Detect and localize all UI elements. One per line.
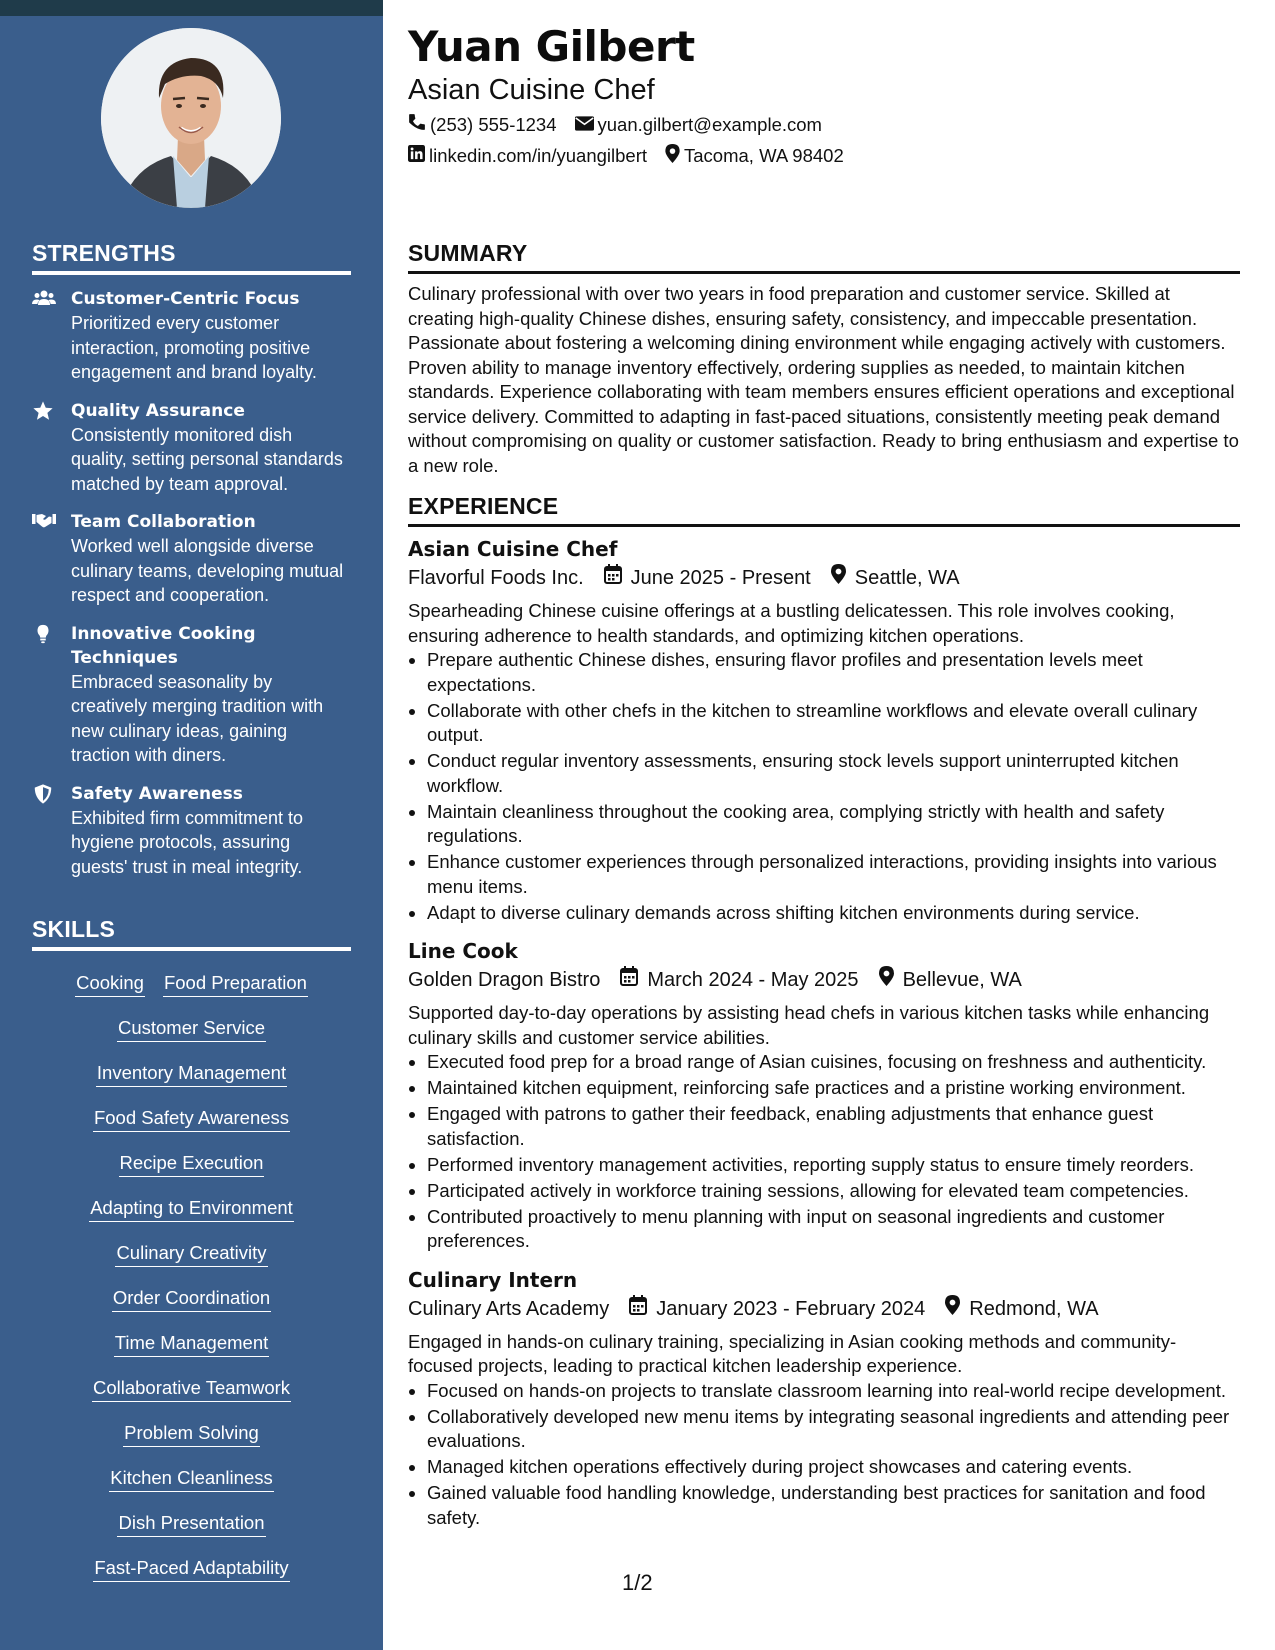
phone-icon: [408, 113, 430, 136]
strength-title: Team Collaboration: [71, 512, 256, 532]
job-description: Engaged in hands-on culinary training, specializing in Asian cooking methods and community-focused projects, leading to practical kitchen leadership experience.: [408, 1330, 1177, 1376]
job-title: Line Cook: [408, 939, 518, 963]
skill-tag: Collaborative Teamwork: [92, 1376, 291, 1402]
strength-title: Innovative Cooking Techniques: [71, 623, 256, 668]
map-pin-icon: [879, 965, 903, 995]
job-bullet: • Maintained kitchen equipment, reinforcing safe practices and a pristine working environment.: [427, 1076, 1240, 1101]
job-bullets: [408, 648, 1240, 925]
skill-tag: Dish Presentation: [117, 1511, 265, 1537]
candidate-name: Yuan Gilbert: [408, 22, 695, 71]
strength-text: Consistently monitored dish quality, setting personal standards matched by team approval.: [71, 424, 343, 494]
location-contact: [665, 144, 844, 168]
skill-tag: Order Coordination: [112, 1286, 271, 1312]
skill-tag: Recipe Execution: [119, 1151, 265, 1177]
calendar-icon: [620, 965, 647, 995]
job-bullet: • Gained valuable food handling knowledge, understanding best practices for sanitation and food safety.: [427, 1481, 1240, 1530]
job-location: Bellevue, WA: [902, 969, 1022, 991]
job-dates: June 2025 - Present: [630, 567, 811, 589]
page-number: 1/2: [622, 1570, 653, 1595]
shield-icon: [32, 783, 56, 805]
job-bullet: • Managed kitchen operations effectively during project showcases and catering events.: [427, 1455, 1240, 1480]
skills-list: [32, 961, 351, 1591]
strength-item: [32, 782, 351, 880]
job-description: Supported day-to-day operations by assisting head chefs in various kitchen tasks while enhancing culinary skills and customer service abilities.: [408, 1002, 1210, 1048]
calendar-icon: [604, 563, 631, 593]
handshake-icon: [32, 511, 56, 533]
job-bullet: • Participated actively in workforce training sessions, allowing for elevated team competencies.: [427, 1179, 1240, 1204]
job-bullets: [408, 1379, 1240, 1531]
strength-text: Worked well alongside diverse culinary teams, developing mutual respect and cooperation.: [71, 536, 344, 605]
skill-tag: Inventory Management: [96, 1061, 287, 1087]
job-title: Asian Cuisine Chef: [408, 537, 618, 561]
skill-tag: Adapting to Environment: [89, 1196, 294, 1222]
skill-tag: Culinary Creativity: [115, 1241, 267, 1267]
skill-tag: Food Safety Awareness: [93, 1106, 290, 1132]
skill-tag: Time Management: [114, 1331, 270, 1357]
job-bullet: • Performed inventory management activities, reporting supply status to ensure timely reorders.: [427, 1153, 1240, 1178]
skills-section: [32, 916, 351, 1591]
strength-item: [32, 510, 351, 608]
job-bullet: • Collaboratively developed new menu items by integrating seasonal ingredients and attending peer evaluations.: [427, 1405, 1240, 1454]
job-bullet: • Adapt to diverse culinary demands across shifting kitchen environments during service.: [427, 901, 1240, 926]
job-bullets: [408, 1050, 1240, 1254]
job-meta: [408, 965, 1240, 995]
job-bullet: • Collaborate with other chefs in the kitchen to streamline workflows and elevate overall culinary output.: [427, 699, 1240, 748]
location-text: Tacoma, WA 98402: [684, 145, 844, 166]
job-meta: [408, 1294, 1240, 1324]
candidate-title: Asian Cuisine Chef: [408, 74, 655, 106]
experience-section: [408, 493, 1240, 1532]
strength-item: [32, 399, 351, 497]
skill-tag: Customer Service: [117, 1016, 266, 1042]
email-contact: [575, 114, 822, 136]
map-pin-icon: [831, 563, 855, 593]
job-title: Culinary Intern: [408, 1267, 578, 1292]
summary-text: Culinary professional with over two years in food preparation and customer service. Skilled at creating high-quality Chinese dishes, ensuring safety, consistency, and impeccable presentation. Passionate about fostering a welcoming dining environment while engaging actively with customers. Proven ability to manage inventory effectively, ordering supplies as needed, to maintain kitchen standards. Experience collaborating with team members ensures efficient operations and exceptional service delivery. Committed to adapting in fast-paced situations, consistently meeting peak demand without compromising on quality or customer satisfaction. Ready to bring enthusiasm and expertise to a new role.: [408, 283, 1239, 476]
job-entry: [408, 535, 1240, 925]
skill-tag: Fast-Paced Adaptability: [93, 1556, 289, 1582]
strength-text: Exhibited firm commitment to hygiene protocols, assuring guests' trust in meal integrity.: [71, 807, 304, 877]
linkedin-icon: [408, 145, 429, 167]
job-location: Seattle, WA: [854, 567, 960, 589]
skill-tag: Problem Solving: [123, 1421, 260, 1447]
summary-section: [408, 240, 1240, 478]
job-entry: [408, 1266, 1240, 1531]
summary-heading: SUMMARY: [408, 240, 1240, 274]
job-bullet: • Focused on hands-on projects to translate classroom learning into real-world recipe development.: [427, 1379, 1240, 1404]
strength-text: Embraced seasonality by creatively merging tradition with new culinary ideas, gaining traction with diners.: [71, 671, 324, 765]
job-bullet: • Conduct regular inventory assessments, ensuring stock levels support uninterrupted kitchen workflow.: [427, 749, 1240, 798]
sidebar: [0, 0, 383, 1650]
map-pin-icon: [945, 1294, 969, 1324]
company-name: Culinary Arts Academy: [408, 1297, 610, 1320]
star-icon: [32, 400, 56, 422]
strengths-heading: STRENGTHS: [32, 240, 351, 275]
strength-title: Quality Assurance: [71, 400, 245, 421]
job-bullet: • Enhance customer experiences through personalized interactions, providing insights into various menu items.: [427, 850, 1240, 899]
lightbulb-icon: [32, 623, 56, 645]
job-entry: [408, 937, 1240, 1254]
profile-photo: [101, 28, 281, 208]
job-bullet: • Maintain cleanliness throughout the cooking area, complying strictly with health and safety regulations.: [427, 800, 1240, 849]
linkedin-contact: [408, 145, 647, 167]
strength-text: Prioritized every customer interaction, promoting positive engagement and brand loyalty.: [71, 313, 317, 382]
job-bullet: • Prepare authentic Chinese dishes, ensuring flavor profiles and presentation levels meet expectations.: [427, 648, 1240, 697]
strength-title: Customer-Centric Focus: [71, 289, 300, 309]
job-meta: [408, 563, 1240, 593]
phone-contact: [408, 113, 557, 136]
job-description: Spearheading Chinese cuisine offerings at a bustling delicatessen. This role involves cooking, ensuring adherence to health standards, and optimizing kitchen operations.: [408, 600, 1175, 646]
job-bullet: • Engaged with patrons to gather their feedback, enabling adjustments that enhance guest satisfaction.: [427, 1102, 1240, 1151]
envelope-icon: [575, 114, 598, 136]
map-pin-icon: [665, 144, 684, 168]
email-address[interactable]: yuan.gilbert@example.com: [597, 113, 822, 135]
strengths-section: [32, 240, 351, 879]
skills-heading: SKILLS: [32, 916, 351, 951]
strength-title: Safety Awareness: [71, 783, 243, 804]
company-name: Flavorful Foods Inc.: [408, 567, 584, 589]
sidebar-top-bar: [0, 0, 383, 16]
linkedin-url[interactable]: linkedin.com/in/yuangilbert: [429, 145, 648, 166]
job-location: Redmond, WA: [969, 1297, 1099, 1320]
contact-line-2: [408, 144, 862, 168]
skill-tag: Cooking: [75, 971, 145, 997]
contact-line: [408, 113, 840, 136]
job-bullet: • Contributed proactively to menu planning with input on seasonal ingredients and customer preferences.: [427, 1205, 1240, 1254]
strength-item: [32, 287, 351, 385]
job-dates: March 2024 - May 2025: [647, 969, 859, 991]
job-dates: January 2023 - February 2024: [656, 1297, 926, 1320]
phone-number: (253) 555-1234: [430, 113, 557, 135]
skill-tag: Kitchen Cleanliness: [109, 1466, 273, 1492]
company-name: Golden Dragon Bistro: [408, 969, 601, 991]
strength-item: [32, 622, 351, 768]
experience-heading: EXPERIENCE: [408, 493, 1240, 527]
skill-tag: Food Preparation: [163, 971, 308, 997]
calendar-icon: [629, 1294, 656, 1324]
users-icon: [32, 288, 56, 310]
job-bullet: • Executed food prep for a broad range of Asian cuisines, focusing on freshness and authenticity.: [427, 1050, 1240, 1075]
